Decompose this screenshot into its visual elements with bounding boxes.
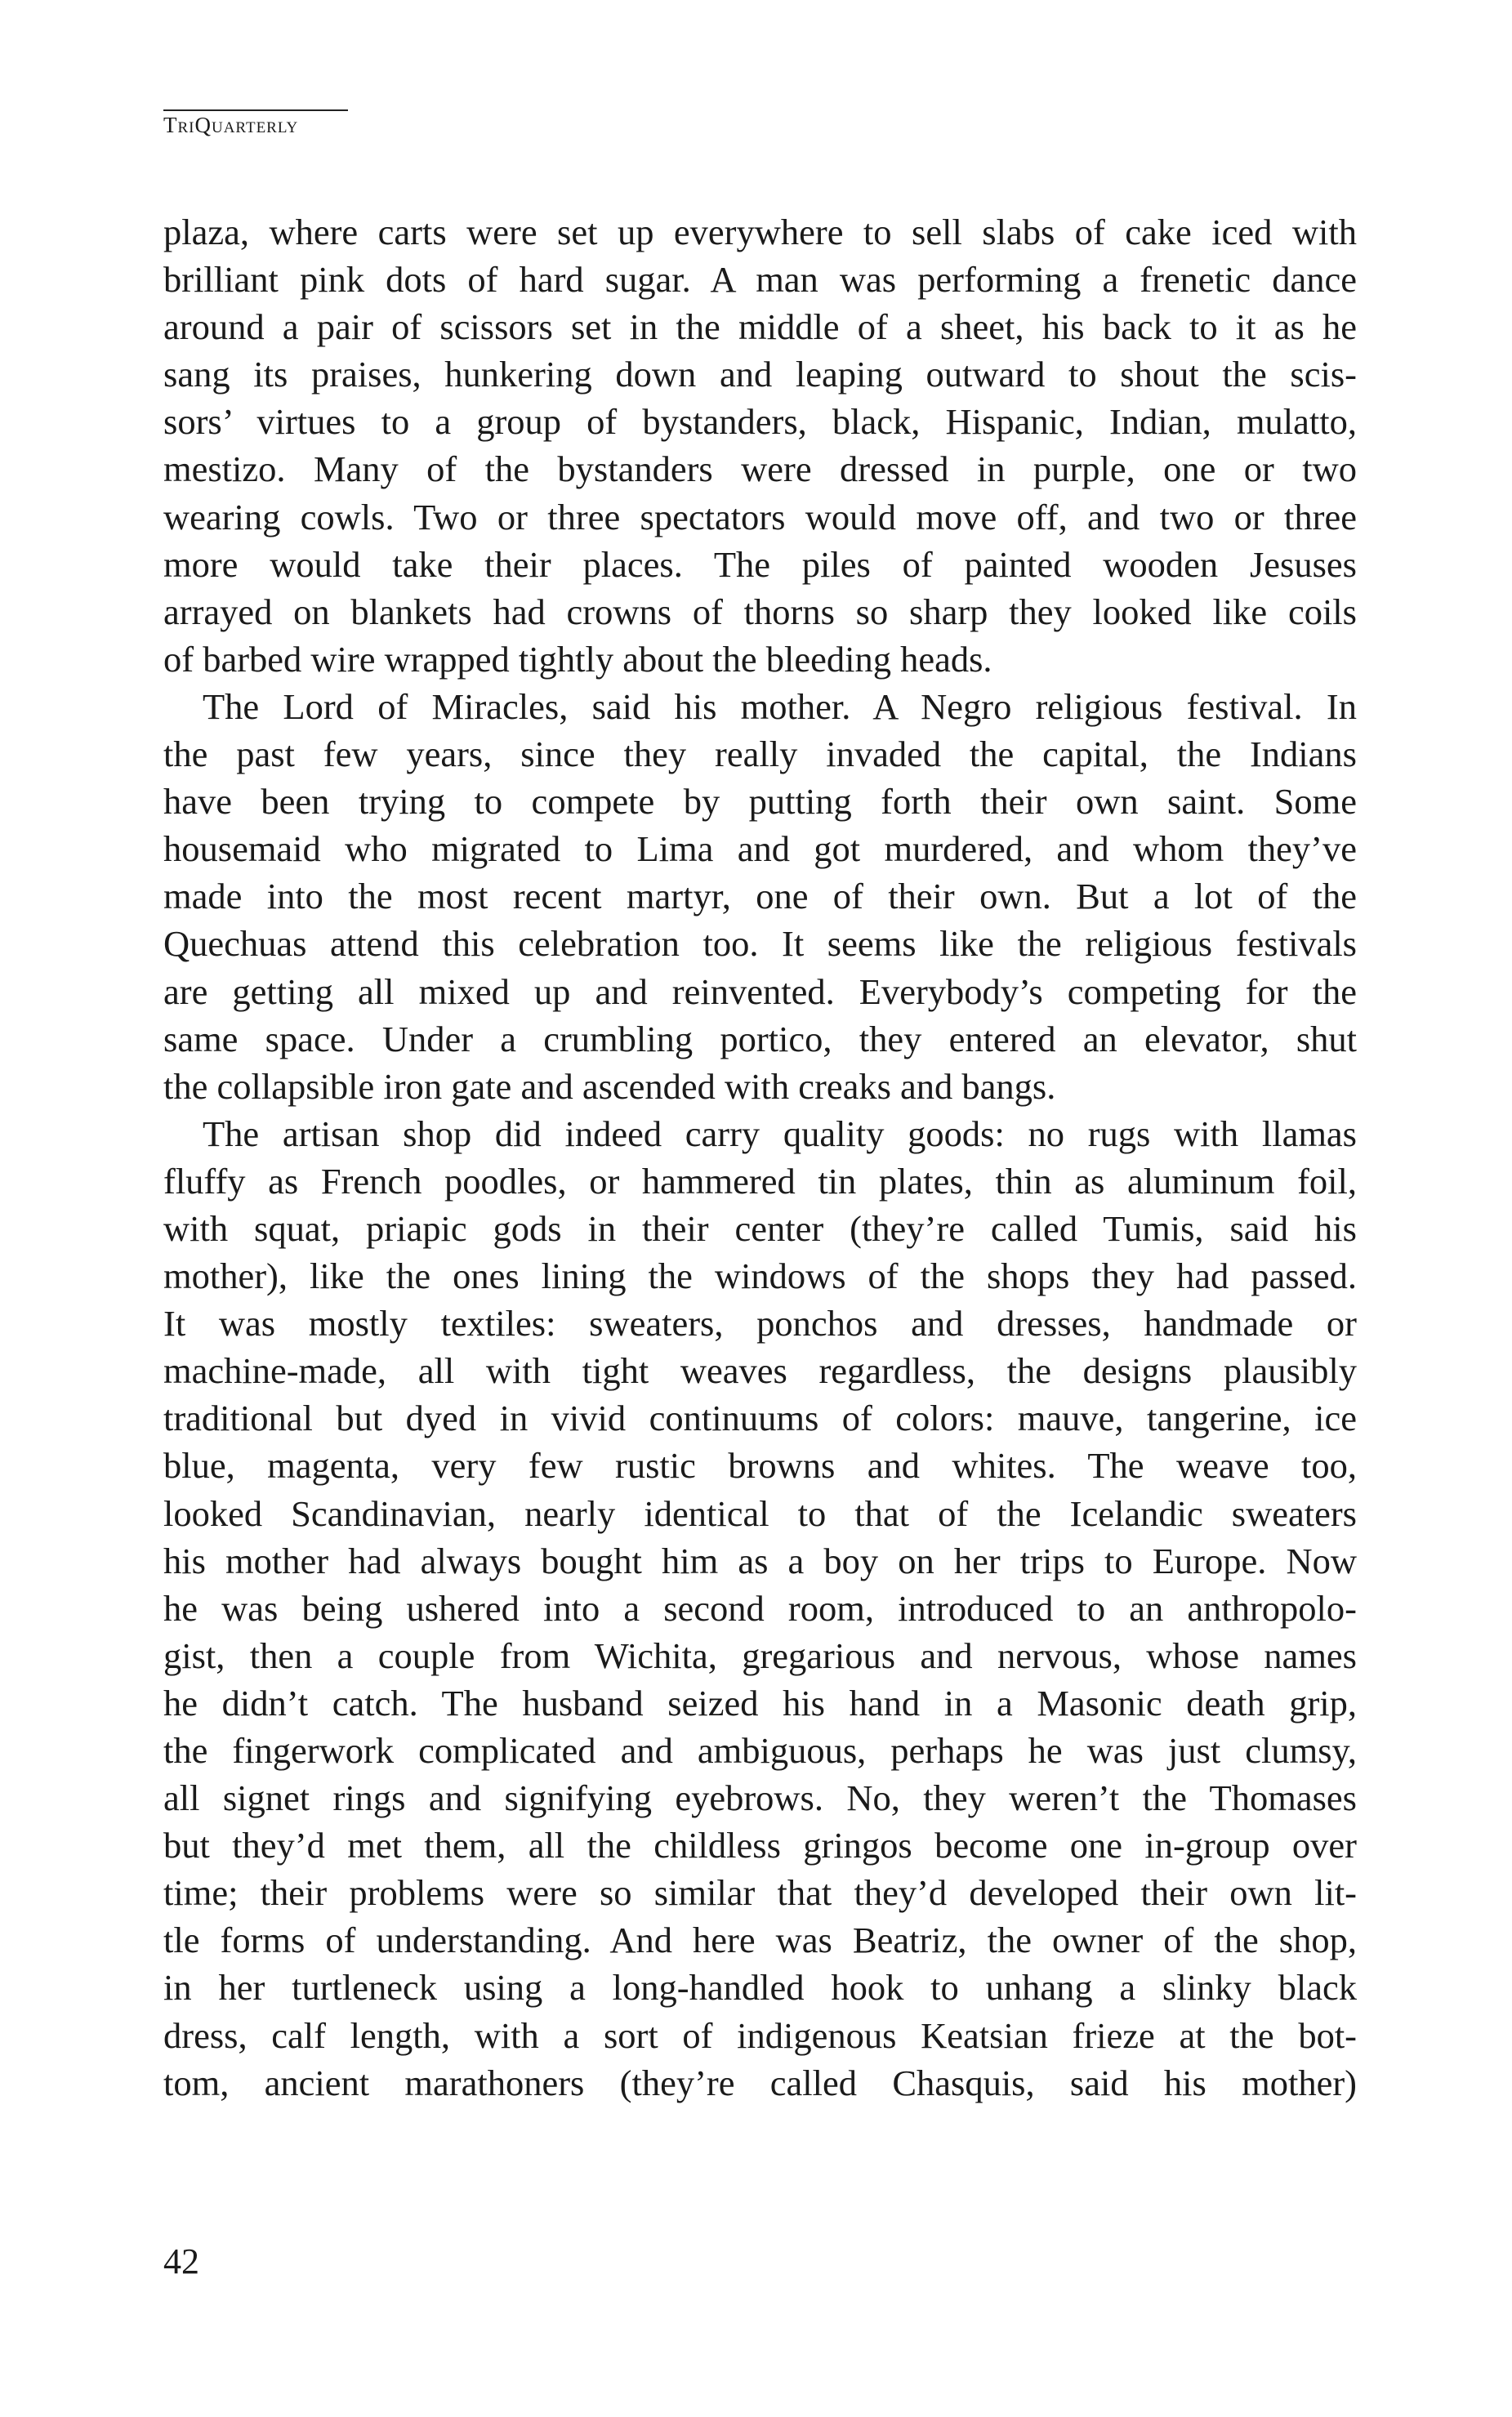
text-line: but they’d met them, all the childless gringos become one in-group over	[163, 1825, 1357, 1866]
text-line: sang its praises, hunkering down and leaping outward to shout the scis-	[163, 354, 1357, 395]
text-line: Quechuas attend this celebration too. It seems like the religious festivals	[163, 923, 1357, 965]
running-head: TriQuarterly	[163, 113, 299, 137]
running-head-rule	[163, 109, 348, 111]
text-line: The artisan shop did indeed carry quality goods: no rugs with llamas	[203, 1113, 1357, 1154]
text-line: the collapsible iron gate and ascended with creaks and bangs.	[163, 1065, 1056, 1107]
text-line: plaza, where carts were set up everywhere to sell slabs of cake iced with	[163, 212, 1357, 252]
text-line: machine-made, all with tight weaves regardless, the designs plausibly	[163, 1350, 1357, 1392]
text-line: are getting all mixed up and reinvented. Everybody’s competing for the	[163, 970, 1357, 1012]
text-line: have been trying to compete by putting forth their own saint. Some	[163, 781, 1357, 823]
text-line: in her turtleneck using a long-handled hook to unhang a slinky black	[163, 1967, 1357, 2009]
text-line: all signet rings and signifying eyebrows. No, they weren’t the Thomases	[163, 1777, 1357, 1819]
text-line: looked Scandinavian, nearly identical to that of the Icelandic sweaters	[163, 1492, 1357, 1534]
text-line: mother), like the ones lining the windows of the shops they had passed.	[163, 1255, 1357, 1297]
text-line: made into the most recent martyr, one of their own. But a lot of the	[163, 876, 1357, 917]
text-line: same space. Under a crumbling portico, they entered an elevator, shut	[163, 1018, 1357, 1059]
text-line: blue, magenta, very few rustic browns and whites. The weave too,	[163, 1445, 1357, 1487]
text-line: The Lord of Miracles, said his mother. A Negro religious festival. In	[203, 685, 1357, 727]
text-line: sors’ virtues to a group of bystanders, black, Hispanic, Indian, mulatto,	[163, 401, 1357, 443]
body-text	[163, 208, 1357, 2107]
text-line: wearing cowls. Two or three spectators would move off, and two or three	[163, 496, 1357, 537]
text-line: his mother had always bought him as a boy on her trips to Europe. Now	[163, 1540, 1357, 1581]
text-line: tle forms of understanding. And here was Beatriz, the owner of the shop,	[163, 1920, 1357, 1961]
text-line: brilliant pink dots of hard sugar. A man was performing a frenetic dance	[163, 259, 1357, 301]
text-line: he didn’t catch. The husband seized his hand in a Masonic death grip,	[163, 1682, 1357, 1724]
text-line: gist, then a couple from Wichita, gregarious and nervous, whose names	[163, 1634, 1357, 1676]
text-line: It was mostly textiles: sweaters, ponchos and dresses, handmade or	[163, 1303, 1357, 1345]
text-line: tom, ancient marathoners (they’re called Chasquis, said his mother)	[163, 2062, 1357, 2103]
text-line: time; their problems were so similar that they’d developed their own lit-	[163, 1872, 1357, 1914]
page-number: 42	[163, 2241, 199, 2281]
text-line: with squat, priapic gods in their center (they’re called Tumis, said his	[163, 1207, 1357, 1249]
text-line: traditional but dyed in vivid continuums of colors: mauve, tangerine, ice	[163, 1398, 1357, 1439]
text-line: the past few years, since they really invaded the capital, the Indians	[163, 734, 1357, 775]
text-line: more would take their places. The piles of painted wooden Jesuses	[163, 543, 1357, 585]
text-line: mestizo. Many of the bystanders were dressed in purple, one or two	[163, 448, 1357, 490]
text-line: housemaid who migrated to Lima and got murdered, and whom they’ve	[163, 828, 1357, 870]
text-line: arrayed on blankets had crowns of thorns so sharp they looked like coils	[163, 591, 1357, 632]
text-line: of barbed wire wrapped tightly about the bleeding heads.	[163, 638, 992, 680]
text-line: dress, calf length, with a sort of indigenous Keatsian frieze at the bot-	[163, 2014, 1357, 2056]
text-line: fluffy as French poodles, or hammered tin plates, thin as aluminum foil,	[163, 1160, 1357, 1202]
text-line: the fingerwork complicated and ambiguous, perhaps he was just clumsy,	[163, 1730, 1357, 1771]
text-line: around a pair of scissors set in the middle of a sheet, his back to it as he	[163, 306, 1357, 348]
text-line: he was being ushered into a second room, introduced to an anthropolo-	[163, 1587, 1357, 1629]
